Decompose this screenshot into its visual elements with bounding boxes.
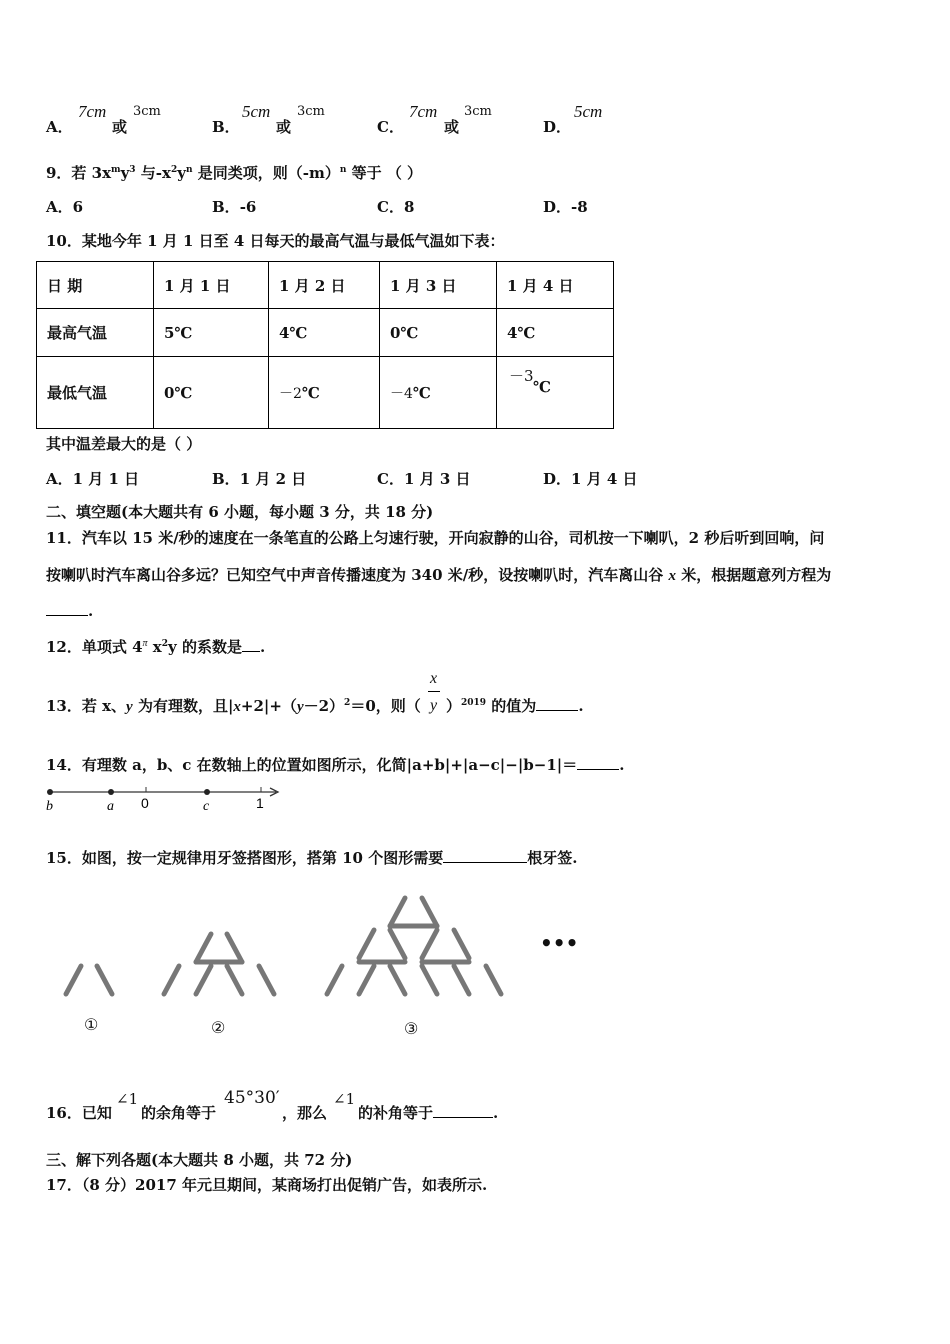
section-2-heading: 二、填空题(本大题共有 6 小题，每小题 3 分，共 18 分) bbox=[46, 503, 434, 521]
q13-c: +2|+（ bbox=[240, 697, 297, 715]
q13-frac-den: y bbox=[430, 697, 438, 714]
q14-stem bbox=[46, 754, 624, 775]
table-cell bbox=[380, 357, 497, 429]
q11-line2 bbox=[46, 564, 831, 585]
q9-option-b bbox=[212, 196, 256, 217]
q8-option-c-label: C． bbox=[377, 118, 404, 136]
table-cell: 1 月 1 日 bbox=[154, 262, 269, 309]
label-b: b bbox=[46, 799, 53, 814]
q10-option-d-label: D． bbox=[543, 470, 572, 488]
table-cell: 1 月 3 日 bbox=[380, 262, 497, 309]
q8-option-c-v1: 7cm bbox=[409, 102, 438, 121]
q13-y: y bbox=[126, 699, 133, 715]
q8-option-c-v2: 3cm bbox=[464, 104, 492, 119]
q12-c: y 的系数是 bbox=[168, 638, 242, 656]
table-cell bbox=[154, 357, 269, 429]
q8-option-d-label: D． bbox=[543, 118, 572, 136]
q10-option-d-text: 1 月 4 日 bbox=[571, 470, 638, 488]
q8-option-b-label: B． bbox=[212, 118, 240, 136]
low-temp-jan2-unit: ℃ bbox=[301, 383, 320, 402]
label-one: 1 bbox=[256, 795, 264, 811]
q16-angle2: ∠1 bbox=[333, 1090, 356, 1108]
q9-end: 等于 （ ） bbox=[346, 164, 423, 182]
q10-stem: 10．某地今年 1 月 1 日至 4 日每天的最高气温与最低气温如下表： bbox=[46, 232, 505, 250]
answer-blank[interactable] bbox=[577, 769, 619, 770]
point-a-dot bbox=[108, 789, 114, 795]
q14-stem-text: 14．有理数 a，b、c 在数轴上的位置如图所示，化简|a+b|+|a−c|−|b−1|＝ bbox=[46, 756, 578, 774]
table-cell: 0℃ bbox=[380, 309, 497, 357]
table-row-header bbox=[37, 262, 614, 309]
q10-option-b bbox=[212, 468, 306, 489]
answer-blank[interactable] bbox=[536, 710, 578, 711]
fraction-bar bbox=[428, 691, 440, 692]
section-3-heading: 三、解下列各题(本大题共 8 小题，共 72 分) bbox=[46, 1151, 353, 1169]
table-cell: 最低气温 bbox=[37, 357, 154, 429]
q10-option-b-text: 1 月 2 日 bbox=[239, 470, 307, 488]
q10-option-b-label: B． bbox=[212, 470, 240, 488]
q9-option-a bbox=[46, 196, 83, 217]
q13-e: ＝0，则（ bbox=[350, 697, 421, 715]
q9-option-a-text: 6 bbox=[72, 198, 84, 216]
q16-end: . bbox=[493, 1104, 499, 1122]
label-c: c bbox=[203, 799, 210, 814]
low-temp-jan4-value: －3 bbox=[509, 367, 534, 385]
q8-option-a-or: 或 bbox=[112, 118, 128, 136]
table-cell: 日 期 bbox=[37, 262, 154, 309]
q15-stem-text: 15．如图，按一定规律用牙签搭图形，搭第 10 个图形需要 bbox=[46, 849, 444, 867]
q9-option-c-text: 8 bbox=[403, 198, 415, 216]
q9-option-d-text: -8 bbox=[571, 198, 588, 216]
answer-blank[interactable] bbox=[46, 615, 88, 616]
q16-a: 16．已知 bbox=[46, 1104, 112, 1122]
label-a: a bbox=[107, 799, 114, 814]
q16-c: ，那么 bbox=[282, 1104, 328, 1122]
q8-option-b-v2: 3cm bbox=[297, 104, 325, 119]
q9-option-a-label: A． bbox=[46, 198, 73, 216]
number-line bbox=[40, 780, 290, 816]
q16-degree: 45°30′ bbox=[224, 1088, 280, 1108]
q9-y2: y bbox=[177, 164, 186, 182]
q10-option-a-label: A． bbox=[46, 470, 73, 488]
q9-option-c bbox=[377, 196, 414, 217]
q12-b: x bbox=[147, 638, 162, 656]
answer-blank[interactable] bbox=[443, 862, 527, 863]
q10-option-a-text: 1 月 1 日 bbox=[72, 470, 140, 488]
q8-option-a-label: A． bbox=[46, 118, 73, 136]
q13-b: 为有理数，且| bbox=[132, 697, 234, 715]
q10-question: 其中温差最大的是（ ） bbox=[46, 435, 202, 453]
q11-line1: 11．汽车以 15 米/秒的速度在一条笔直的公路上匀速行驶，开向寂静的山谷，司机按一下喇叭，2 秒后听到回响，问 bbox=[46, 529, 825, 547]
q8-option-b-v1: 5cm bbox=[242, 102, 271, 121]
q12-a: 12．单项式 4 bbox=[46, 638, 143, 656]
q8-option-a-v2: 3cm bbox=[133, 104, 161, 119]
q11-answer bbox=[46, 602, 93, 620]
q16-d: 的补角等于 bbox=[358, 1104, 434, 1122]
q13-stem bbox=[46, 695, 421, 716]
q13-g: 的值为 bbox=[486, 697, 537, 715]
q17-stem: 17．（8 分）2017 年元旦期间，某商场打出促销广告，如表所示. bbox=[46, 1176, 488, 1194]
q8-option-d-v1: 5cm bbox=[574, 102, 603, 121]
q12-stem bbox=[46, 636, 265, 657]
toothpick-figures bbox=[50, 880, 590, 1010]
q13-frac-num: x bbox=[430, 670, 438, 687]
q9-prefix: 9．若 3x bbox=[46, 164, 112, 182]
q13-x: x bbox=[233, 699, 241, 715]
table-cell: 5℃ bbox=[154, 309, 269, 357]
q9-y: y bbox=[120, 164, 130, 182]
q13-tail bbox=[446, 695, 584, 716]
figure-label-2: ② bbox=[211, 1018, 226, 1037]
q9-option-b-label: B． bbox=[212, 198, 240, 216]
q9-sup-3: 3 bbox=[129, 165, 136, 175]
figure-label-1: ① bbox=[84, 1015, 99, 1034]
q12-sup-2: 2 bbox=[161, 639, 168, 649]
q11-line2b: 米，根据题意列方程为 bbox=[675, 566, 832, 584]
q16-b: 的余角等于 bbox=[141, 1104, 217, 1122]
q10-option-c-text: 1 月 3 日 bbox=[403, 470, 471, 488]
q11-end: . bbox=[88, 602, 94, 620]
point-b-dot bbox=[47, 789, 53, 795]
q8-option-a-v1: 7cm bbox=[78, 102, 107, 121]
low-temp-jan1: 0℃ bbox=[164, 383, 193, 402]
q13-f: ） bbox=[446, 697, 462, 715]
q10-option-c-label: C． bbox=[377, 470, 404, 488]
table-cell: 1 月 4 日 bbox=[497, 262, 614, 309]
q9-option-b-text: -6 bbox=[239, 198, 257, 216]
answer-blank[interactable] bbox=[433, 1117, 493, 1118]
q10-option-d bbox=[543, 468, 638, 489]
table-cell: 4℃ bbox=[269, 309, 380, 357]
q9-option-d bbox=[543, 196, 588, 217]
q10-option-c bbox=[377, 468, 471, 489]
low-temp-jan2-value: －2 bbox=[279, 385, 302, 402]
q10-option-a bbox=[46, 468, 139, 489]
q16-tail bbox=[358, 1102, 498, 1123]
temperature-table bbox=[36, 261, 614, 429]
low-temp-jan4-unit: ℃ bbox=[533, 378, 551, 396]
table-row-high bbox=[37, 309, 614, 357]
q15-stem bbox=[46, 847, 577, 868]
answer-blank[interactable] bbox=[242, 651, 260, 652]
low-temp-jan3-unit: ℃ bbox=[412, 383, 431, 402]
table-cell bbox=[269, 357, 380, 429]
q8-option-c-or: 或 bbox=[444, 118, 460, 136]
q9-stem bbox=[46, 162, 422, 183]
q13-pow: 2019 bbox=[461, 698, 487, 708]
q13-y2: y bbox=[296, 699, 304, 715]
q14-end: . bbox=[619, 756, 625, 774]
table-cell: 4℃ bbox=[497, 309, 614, 357]
table-cell: 1 月 2 日 bbox=[269, 262, 380, 309]
q11-var-x: x bbox=[668, 568, 676, 584]
q11-line2a: 按喇叭时汽车离山谷多远？已知空气中声音传播速度为 340 米/秒，设按喇叭时，汽车离山谷 bbox=[46, 566, 669, 584]
q9-option-d-label: D． bbox=[543, 198, 572, 216]
q9-suffix: 是同类项，则（-m） bbox=[192, 164, 340, 182]
q16-angle: ∠1 bbox=[116, 1090, 139, 1108]
ellipsis-dots: ••• bbox=[540, 931, 579, 955]
q13-a: 13．若 x、 bbox=[46, 697, 127, 715]
q13-sup-2: 2 bbox=[344, 698, 351, 708]
q9-sup-n2: n bbox=[339, 165, 347, 175]
label-zero: 0 bbox=[141, 795, 149, 811]
q13-end: . bbox=[578, 697, 584, 715]
q9-mid: 与-x bbox=[135, 164, 171, 182]
q9-sup-n: n bbox=[185, 165, 193, 175]
table-row-low bbox=[37, 357, 614, 429]
low-temp-jan3-value: －4 bbox=[390, 385, 413, 402]
q8-option-b-or: 或 bbox=[276, 118, 292, 136]
table-cell bbox=[497, 357, 614, 429]
q9-option-c-label: C． bbox=[377, 198, 404, 216]
q12-pi: π bbox=[142, 638, 148, 649]
q9-sup-m: m bbox=[111, 165, 121, 175]
q12-end: . bbox=[259, 638, 266, 656]
q9-sup-2: 2 bbox=[170, 165, 178, 175]
q15-end: 根牙签. bbox=[527, 849, 578, 867]
table-cell: 最高气温 bbox=[37, 309, 154, 357]
point-c-dot bbox=[204, 789, 210, 795]
figure-label-3: ③ bbox=[404, 1019, 419, 1038]
q13-d: －2） bbox=[303, 697, 345, 715]
